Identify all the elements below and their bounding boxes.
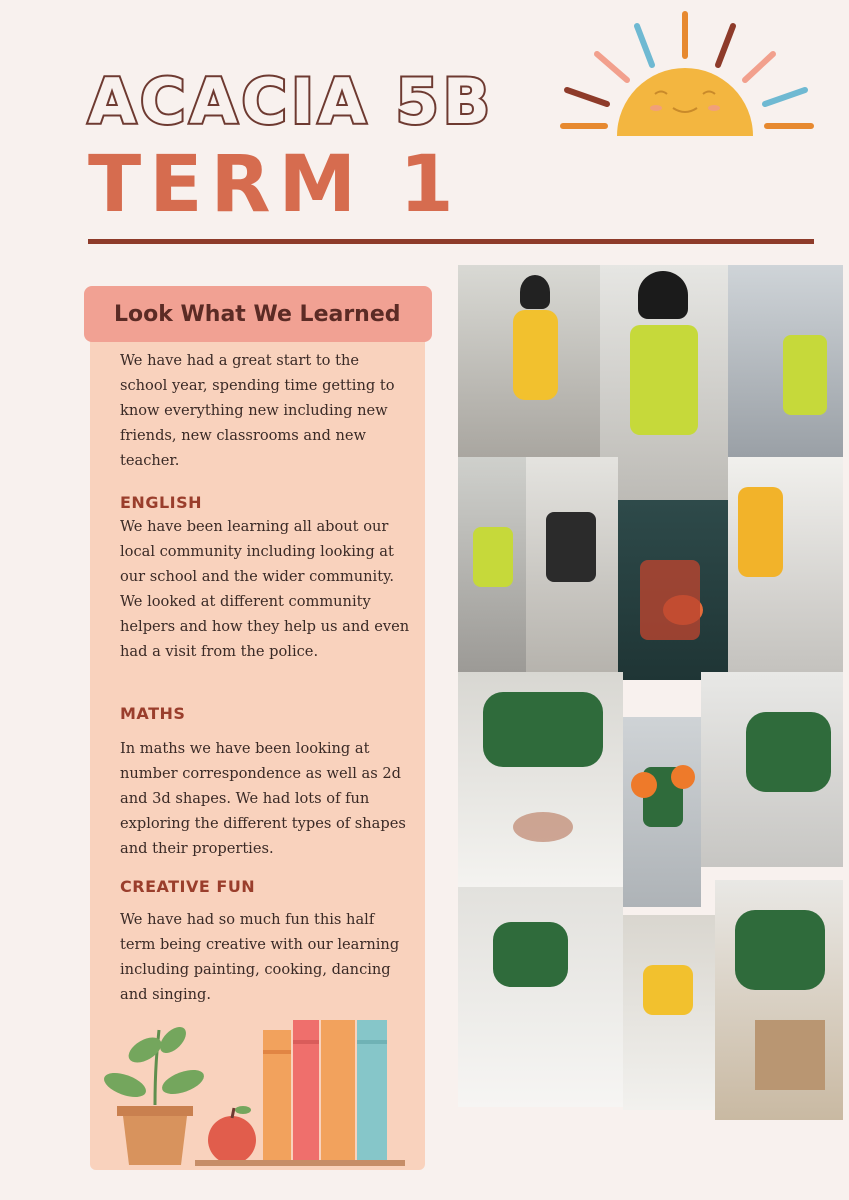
photo-cooking [728, 457, 843, 672]
photo-police-visit-4 [458, 457, 526, 672]
photo-police-visit-5 [526, 457, 618, 672]
photo-drawing [458, 887, 623, 1107]
intro-text: We have had a great start to the school year, spending time getting to know everything new including new friends, new classrooms and new teacher. [120, 352, 395, 469]
photo-balls-shapes [623, 717, 701, 907]
section-body-english: We have been learning all about our local community including looking at our school and the wider community. We looked at different community helpers and how they help us and even had a visit from the police. [120, 518, 410, 660]
sun-icon [555, 8, 825, 143]
photo-painting-2 [701, 672, 843, 867]
photo-police-visit-2 [600, 265, 728, 500]
header-divider [88, 239, 814, 244]
books-icon [263, 1020, 387, 1164]
photo-collage [458, 265, 843, 1120]
photo-police-visit-1 [458, 265, 600, 457]
photo-painting-1 [458, 672, 623, 887]
plant-icon [101, 1022, 207, 1165]
card-heading: Look What We Learned [84, 286, 432, 342]
apple-icon [208, 1106, 256, 1164]
title-term: TERM 1 [88, 140, 462, 230]
section-title-maths: MATHS [120, 704, 186, 723]
section-body-maths: In maths we have been looking at number correspondence as well as 2d and 3d shapes. We had lots of fun exploring the different types of shapes and their properties. [120, 740, 406, 857]
section-title-creative: CREATIVE FUN [120, 877, 256, 896]
section-body-creative: We have had so much fun this half term being creative with our learning including painting, cooking, dancing and singing. [120, 911, 400, 1003]
section-title-english: ENGLISH [120, 493, 203, 512]
bookshelf-decoration [95, 1010, 415, 1170]
photo-cultural-outfit [618, 500, 728, 680]
photo-police-visit-3 [728, 265, 843, 457]
title-class-name: ACACIA 5B [88, 65, 495, 138]
photo-craft-1 [623, 915, 715, 1110]
photo-craft-2 [715, 880, 843, 1120]
